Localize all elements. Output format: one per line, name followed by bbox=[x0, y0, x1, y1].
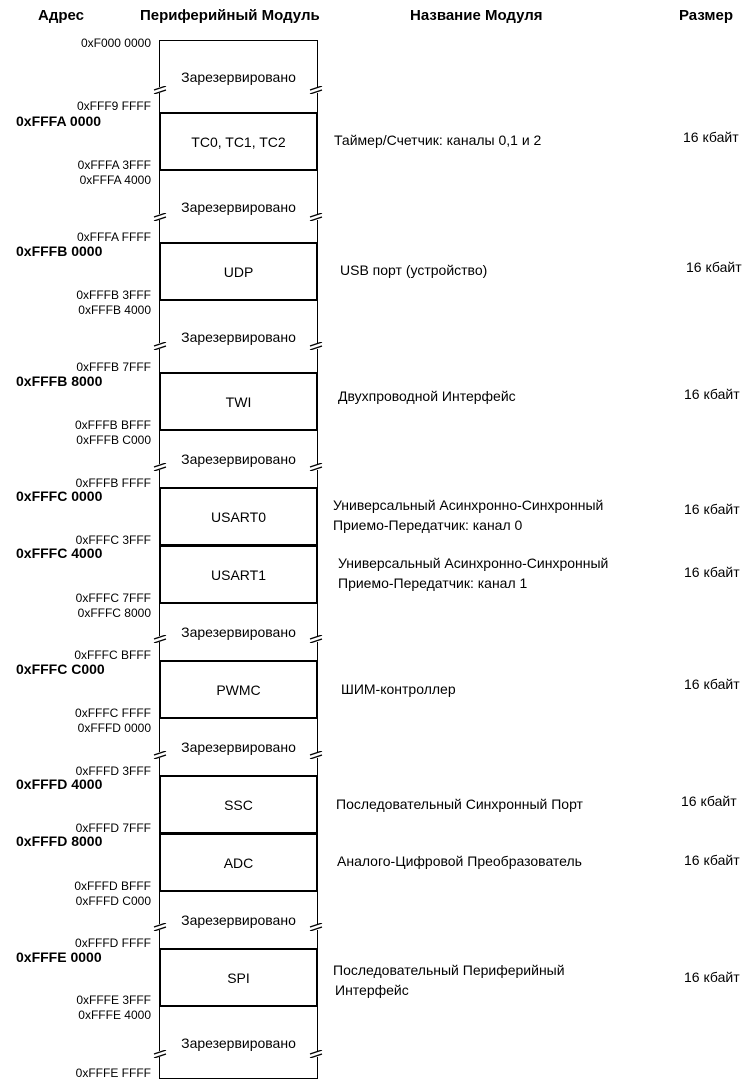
address-label: 0xFFFD 0000 bbox=[77, 721, 151, 735]
module-description: Последовательный Синхронный Порт bbox=[336, 796, 583, 812]
module-description: Универсальный Асинхронно-Синхронный Приемо-Передатчик: канал 1 bbox=[338, 555, 609, 591]
module-block-usart0: USART0 bbox=[159, 487, 318, 546]
reserved-block: Зарезервировано bbox=[159, 300, 318, 373]
module-size: 16 кбайт bbox=[686, 259, 742, 275]
address-label: 0xFFFB 4000 bbox=[78, 303, 151, 317]
module-block-pwmc: PWMC bbox=[159, 660, 318, 719]
module-block-spi: SPI bbox=[159, 948, 318, 1007]
reserved-block: Зарезервировано bbox=[159, 170, 318, 243]
header-module-name: Название Модуля bbox=[410, 7, 543, 24]
header-address: Адрес bbox=[38, 7, 85, 24]
break-mark-icon bbox=[151, 463, 327, 471]
address-label: 0xFFFC 8000 bbox=[77, 606, 151, 620]
base-address: 0xFFFD 4000 bbox=[16, 776, 103, 792]
address-label: 0xFFFA 3FFF bbox=[77, 158, 151, 172]
break-mark-icon bbox=[151, 86, 327, 94]
module-size: 16 кбайт bbox=[684, 969, 740, 985]
module-description: Последовательный Периферийный Интерфейс bbox=[333, 962, 565, 998]
address-label: 0xF000 0000 bbox=[80, 36, 151, 50]
header-size: Размер bbox=[679, 7, 734, 24]
break-mark-icon bbox=[151, 635, 327, 643]
module-block-tc: TC0, TC1, TC2 bbox=[159, 112, 318, 171]
base-address: 0xFFFB 8000 bbox=[16, 373, 103, 389]
address-label: 0xFFFB 7FFF bbox=[76, 360, 151, 374]
address-label: 0xFFFD FFFF bbox=[75, 936, 151, 950]
break-mark-icon bbox=[151, 213, 327, 221]
address-label: 0xFFFE FFFF bbox=[75, 1066, 151, 1080]
address-label: 0xFFFB C000 bbox=[76, 433, 151, 447]
address-label: 0xFFFC 3FFF bbox=[75, 533, 151, 547]
module-size: 16 кбайт bbox=[681, 793, 737, 809]
module-size: 16 кбайт bbox=[683, 129, 739, 145]
module-block-udp: UDP bbox=[159, 242, 318, 301]
break-mark-icon bbox=[151, 923, 327, 931]
base-address: 0xFFFD 8000 bbox=[16, 833, 103, 849]
address-label: 0xFFFD C000 bbox=[75, 894, 151, 908]
header-peripheral: Периферийный Модуль bbox=[140, 7, 320, 24]
module-size: 16 кбайт bbox=[684, 676, 740, 692]
address-label: 0xFFFB FFFF bbox=[75, 476, 151, 490]
reserved-block: Зарезервировано bbox=[159, 891, 318, 949]
base-address: 0xFFFC 4000 bbox=[16, 545, 103, 561]
reserved-block: Зарезервировано bbox=[159, 430, 318, 488]
address-label: 0xFFFD 3FFF bbox=[75, 764, 151, 778]
reserved-block: Зарезервировано bbox=[159, 718, 318, 776]
module-description: Аналого-Цифровой Преобразователь bbox=[337, 853, 582, 869]
address-label: 0xFFFE 3FFF bbox=[76, 993, 151, 1007]
address-label: 0xFFFE 4000 bbox=[78, 1008, 151, 1022]
address-label: 0xFFFA 4000 bbox=[79, 173, 151, 187]
module-description: ШИМ-контроллер bbox=[341, 681, 456, 697]
module-description: Универсальный Асинхронно-Синхронный Приемо-Передатчик: канал 0 bbox=[333, 497, 604, 533]
break-mark-icon bbox=[151, 751, 327, 759]
break-mark-icon bbox=[151, 1050, 327, 1058]
base-address: 0xFFFA 0000 bbox=[16, 113, 102, 129]
module-block-adc: ADC bbox=[159, 833, 318, 892]
address-label: 0xFFF9 FFFF bbox=[77, 99, 151, 113]
base-address: 0xFFFB 0000 bbox=[16, 243, 103, 259]
module-block-usart1: USART1 bbox=[159, 545, 318, 604]
module-block-ssc: SSC bbox=[159, 775, 318, 834]
module-description: Таймер/Счетчик: каналы 0,1 и 2 bbox=[334, 132, 542, 148]
address-label: 0xFFFD 7FFF bbox=[75, 821, 151, 835]
break-mark-icon bbox=[151, 342, 327, 350]
address-label: 0xFFFC 7FFF bbox=[75, 591, 151, 605]
reserved-block: Зарезервировано bbox=[159, 1006, 318, 1079]
base-address: 0xFFFE 0000 bbox=[16, 949, 102, 965]
address-label: 0xFFFC BFFF bbox=[74, 648, 151, 662]
address-label: 0xFFFD BFFF bbox=[74, 879, 151, 893]
address-label: 0xFFFC FFFF bbox=[75, 706, 151, 720]
module-size: 16 кбайт bbox=[684, 501, 740, 517]
address-label: 0xFFFA FFFF bbox=[77, 230, 151, 244]
reserved-block: Зарезервировано bbox=[159, 603, 318, 661]
address-label: 0xFFFB BFFF bbox=[75, 418, 151, 432]
module-size: 16 кбайт bbox=[684, 386, 740, 402]
module-size: 16 кбайт bbox=[684, 564, 740, 580]
base-address: 0xFFFC C000 bbox=[16, 661, 105, 677]
address-label: 0xFFFB 3FFF bbox=[76, 288, 151, 302]
module-description: Двухпроводной Интерфейс bbox=[338, 388, 516, 404]
reserved-block: Зарезервировано bbox=[159, 40, 318, 113]
module-block-twi: TWI bbox=[159, 372, 318, 431]
module-description: USB порт (устройство) bbox=[340, 262, 488, 278]
base-address: 0xFFFC 0000 bbox=[16, 488, 103, 504]
module-size: 16 кбайт bbox=[684, 852, 740, 868]
